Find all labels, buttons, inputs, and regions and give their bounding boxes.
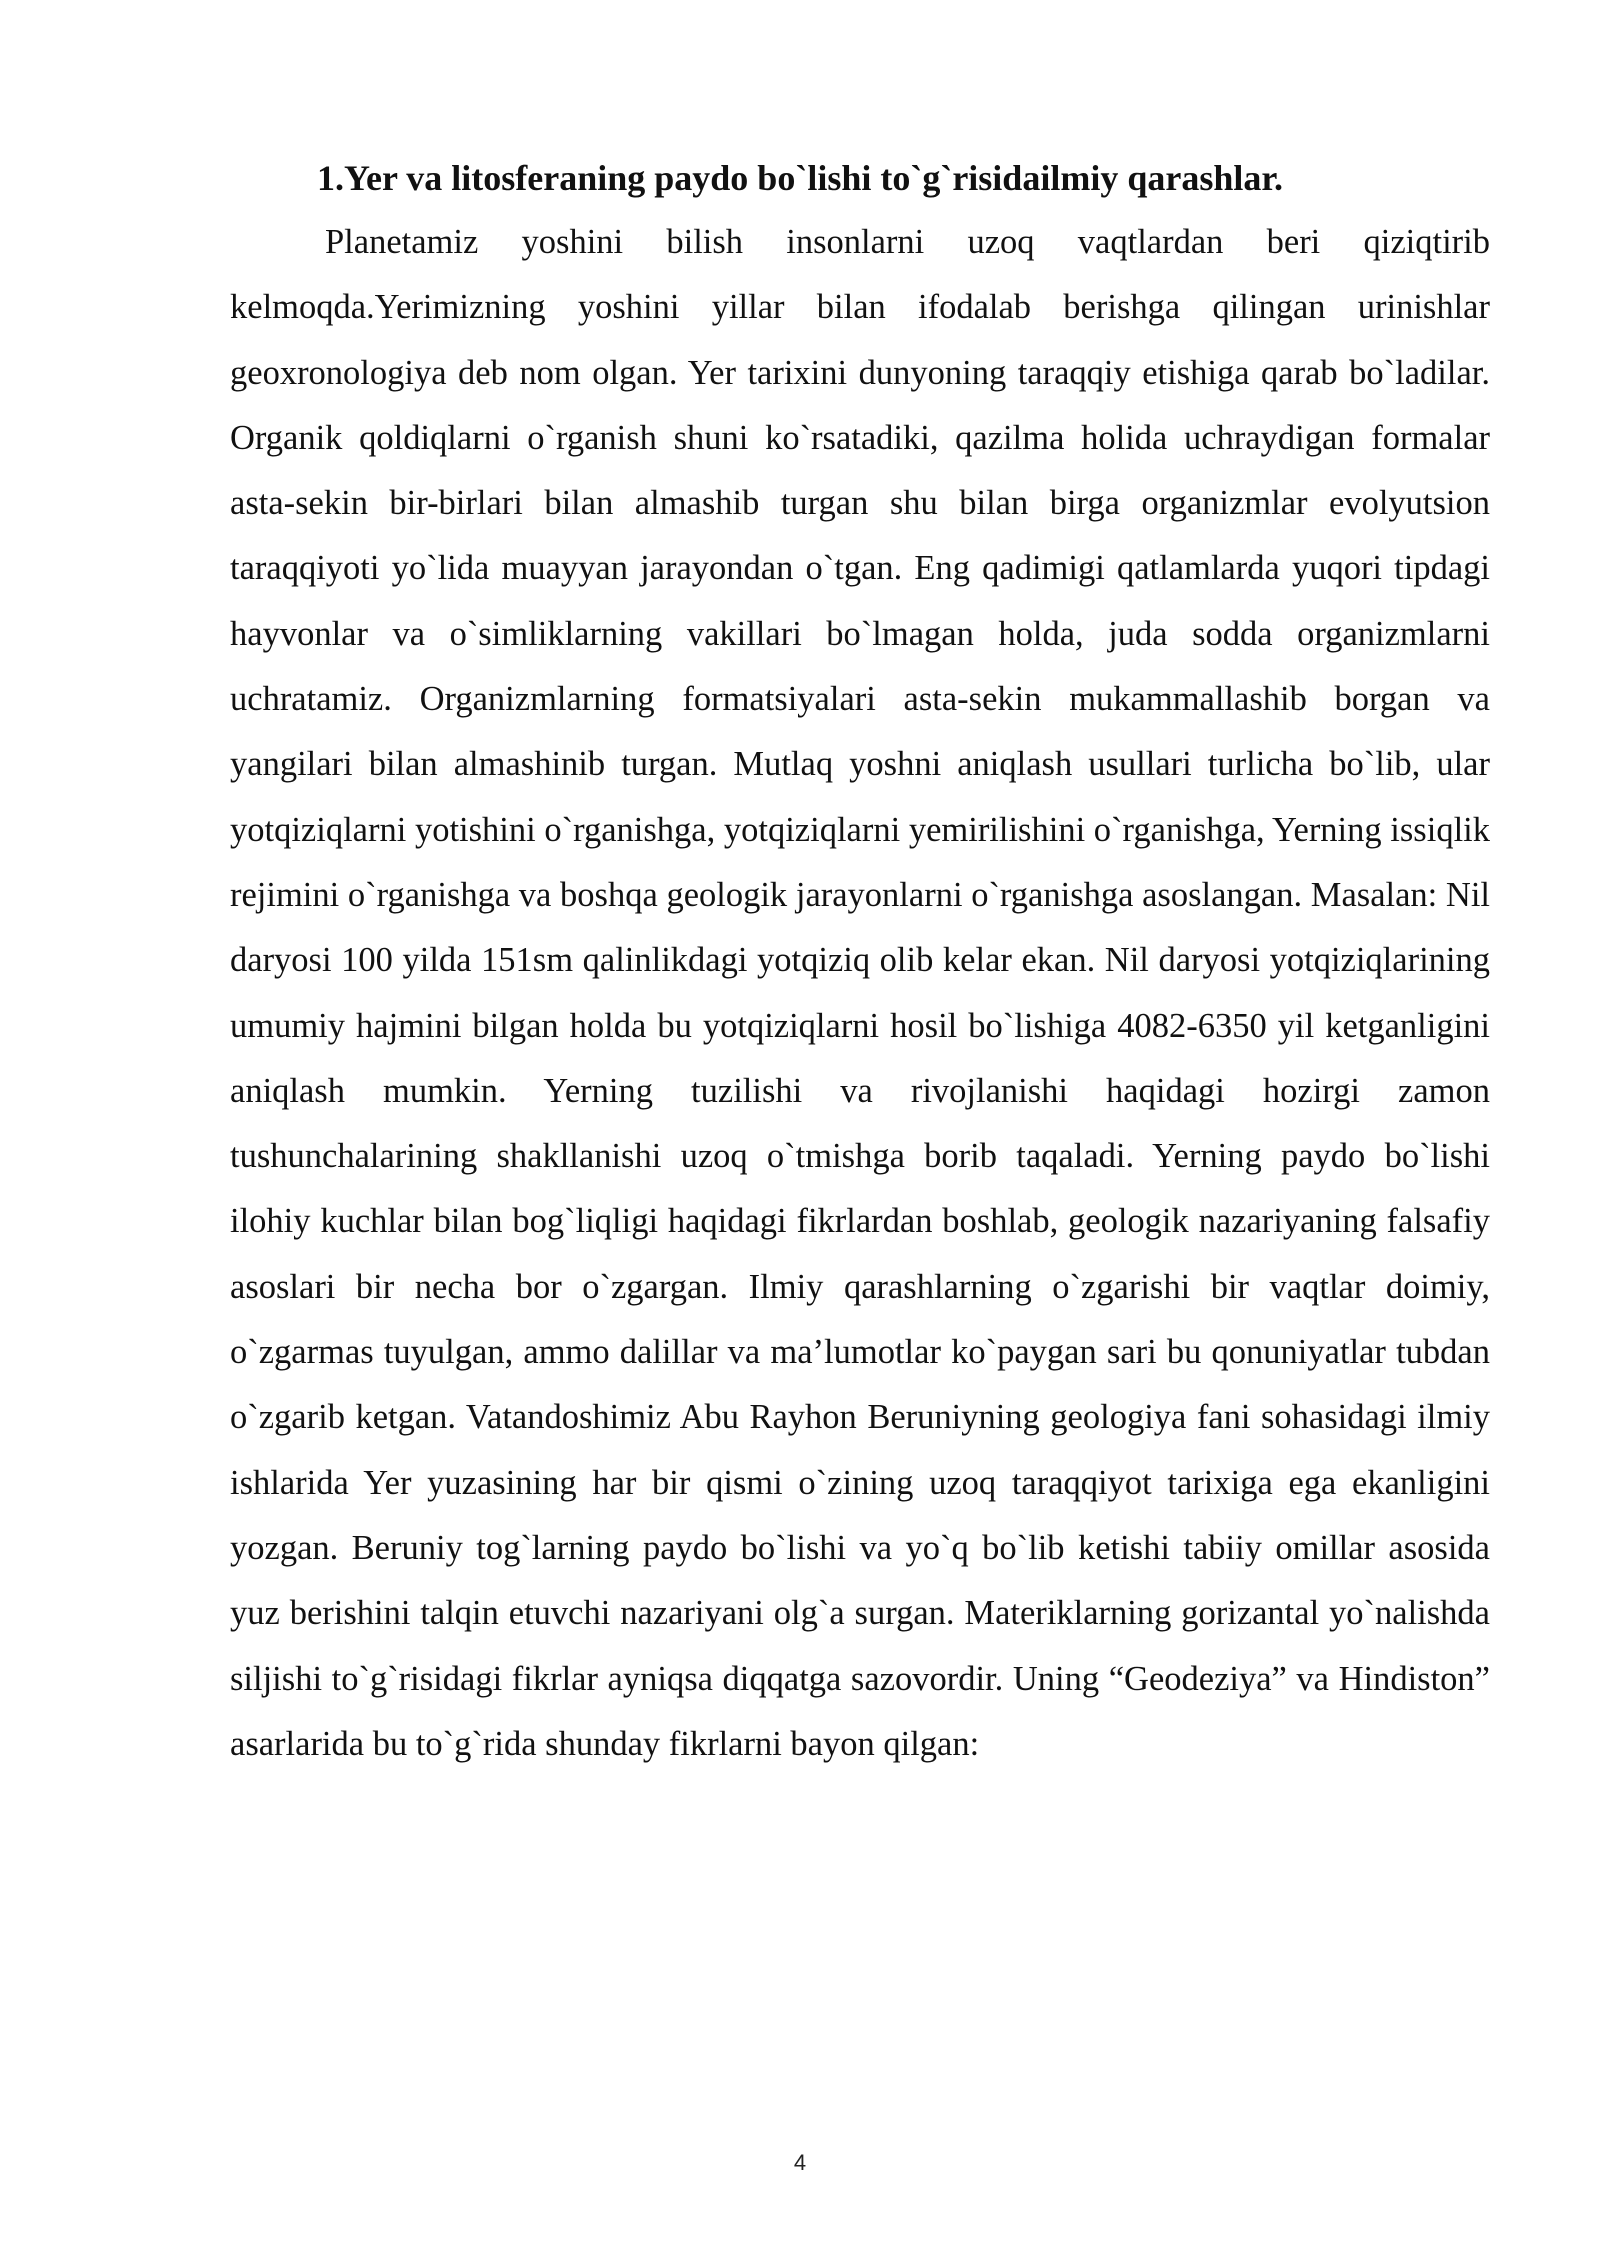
body-paragraph: Planetamiz yoshini bilish insonlarni uzoq vaqtlardan beri qiziqtirib kelmoqda.Yerimizning yoshini yillar bilan ifodalab berishga qilingan urinishlar geoxronologiya deb nom olgan. Yer tarixini dunyoning taraqqiy etishiga qarab bo`ladilar. Organik qoldiqlarni o`rganish shuni ko`rsatadiki, qazilma holida uchraydigan formalar asta-sekin bir-birlari bilan almashib turgan shu bilan birga organizmlar evolyutsion taraqqiyoti yo`lida muayyan jarayondan o`tgan. Eng qadimigi qatlamlarda yuqori tipdagi hayvonlar va o`simliklarning vakillari bo`lmagan holda, juda sodda organizmlarni uchratamiz. Organizmlarning formatsiyalari asta-sekin mukammallashib borgan va yangilari bilan almashinib turgan. Mutlaq yoshni aniqlash usullari turlicha bo`lib, ular yotqiziqlarni yotishini o`rganishga, yotqiziqlarni yemirilishini o`rganishga, Yerning issiqlik rejimini o`rganishga va boshqa geologik jarayonlarni o`rganishga asoslangan. Masalan: Nil daryosi 100 yilda 151sm qalinlikdagi yotqiziq olib kelar ekan. Nil daryosi yotqiziqlarining umumiy hajmini bilgan holda bu yotqiziqlarni hosil bo`lishiga 4082-6350 yil ketganligini aniqlash mumkin. Yerning tuzilishi va rivojlanishi haqidagi hozirgi zamon tushunchalarining shakllanishi uzoq o`tmishga borib taqaladi. Yerning paydo bo`lishi ilohiy kuchlar bilan bog`liqligi haqidagi fikrlardan boshlab, geologik nazariyaning falsafiy asoslari bir necha bor o`zgargan. Ilmiy qarashlarning o`zgarishi bir vaqtlar doimiy, o`zgarmas tuyulgan, ammo dalillar va ma’lumotlar ko`paygan sari bu qonuniyatlar tubdan o`zgarib ketgan. Vatandoshimiz Abu Rayhon Beruniyning geologiya fani sohasidagi ilmiy ishlarida Yer yuzasining har bir qismi o`zining uzoq taraqqiyot tarixiga ega ekanligini yozgan. Beruniy tog`larning paydo bo`lishi va yo`q bo`lib ketishi tabiiy omillar asosida yuz berishini talqin etuvchi nazariyani olg`a surgan. Materiklarning gorizantal yo`nalishda siljishi to`g`risidagi fikrlar ayniqsa diqqatga sazovordir. Uning “Geodeziya” va Hindiston” asarlarida bu to`g`rida shunday fikrlarni bayon qilgan:	[230, 223, 1490, 1763]
page-number: 4	[793, 2150, 807, 2175]
section-heading: 1.Yer va litosferaning paydo bo`lishi to`g`risidailmiy qarashlar.	[316, 158, 1284, 198]
